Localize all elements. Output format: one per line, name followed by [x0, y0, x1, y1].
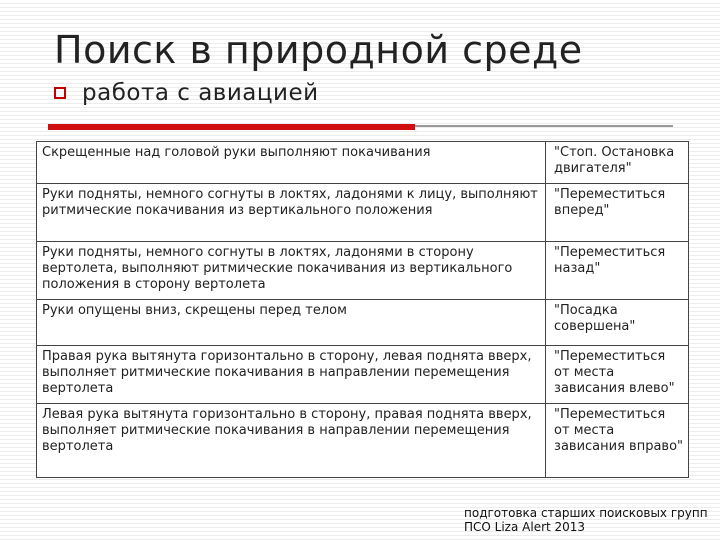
gesture-cell: Правая рука вытянута горизонтально в сторону, левая поднята вверх, выполняет ритмические покачивания в направлении перемещения вертолета: [37, 346, 546, 404]
table-row: [37, 242, 689, 300]
meaning-cell: "Стоп. Остановка двигателя": [546, 142, 689, 184]
slide-title: Поиск в природной среде: [54, 28, 583, 72]
table-row: [37, 142, 689, 184]
bullet-item: [54, 80, 319, 106]
signals-table: [36, 141, 689, 478]
accent-bar: [48, 124, 415, 130]
footer-line-1: подготовка старших поисковых групп: [464, 506, 708, 520]
meaning-cell: "Переместиться вперед": [546, 184, 689, 242]
table-row: [37, 184, 689, 242]
table-row: [37, 300, 689, 346]
gesture-cell: Левая рука вытянута горизонтально в сторону, правая поднята вверх, выполняет ритмические покачивания в направлении перемещения вертолета: [37, 404, 546, 478]
gesture-cell: Руки подняты, немного согнуты в локтях, ладонями в сторону вертолета, выполняют ритмические покачивания из вертикального положения в сторону вертолета: [37, 242, 546, 300]
table-row: [37, 346, 689, 404]
footer-line-2: ПСО Liza Alert 2013: [464, 520, 586, 534]
meaning-cell: "Переместиться от места зависания влево": [546, 346, 689, 404]
meaning-cell: "Переместиться назад": [546, 242, 689, 300]
meaning-cell: "Переместиться от места зависания вправо": [546, 404, 689, 478]
bullet-text: работа с авиацией: [82, 80, 319, 106]
footer-credit: [464, 506, 708, 534]
gesture-cell: Скрещенные над головой руки выполняют покачивания: [37, 142, 546, 184]
table-row: [37, 404, 689, 478]
gesture-cell: Руки опущены вниз, скрещены перед телом: [37, 300, 546, 346]
meaning-cell: "Посадка совершена": [546, 300, 689, 346]
divider-line: [415, 125, 673, 127]
gesture-cell: Руки подняты, немного согнуты в локтях, ладонями к лицу, выполняют ритмические покачивания из вертикального положения: [37, 184, 546, 242]
hollow-square-bullet-icon: [54, 87, 66, 99]
